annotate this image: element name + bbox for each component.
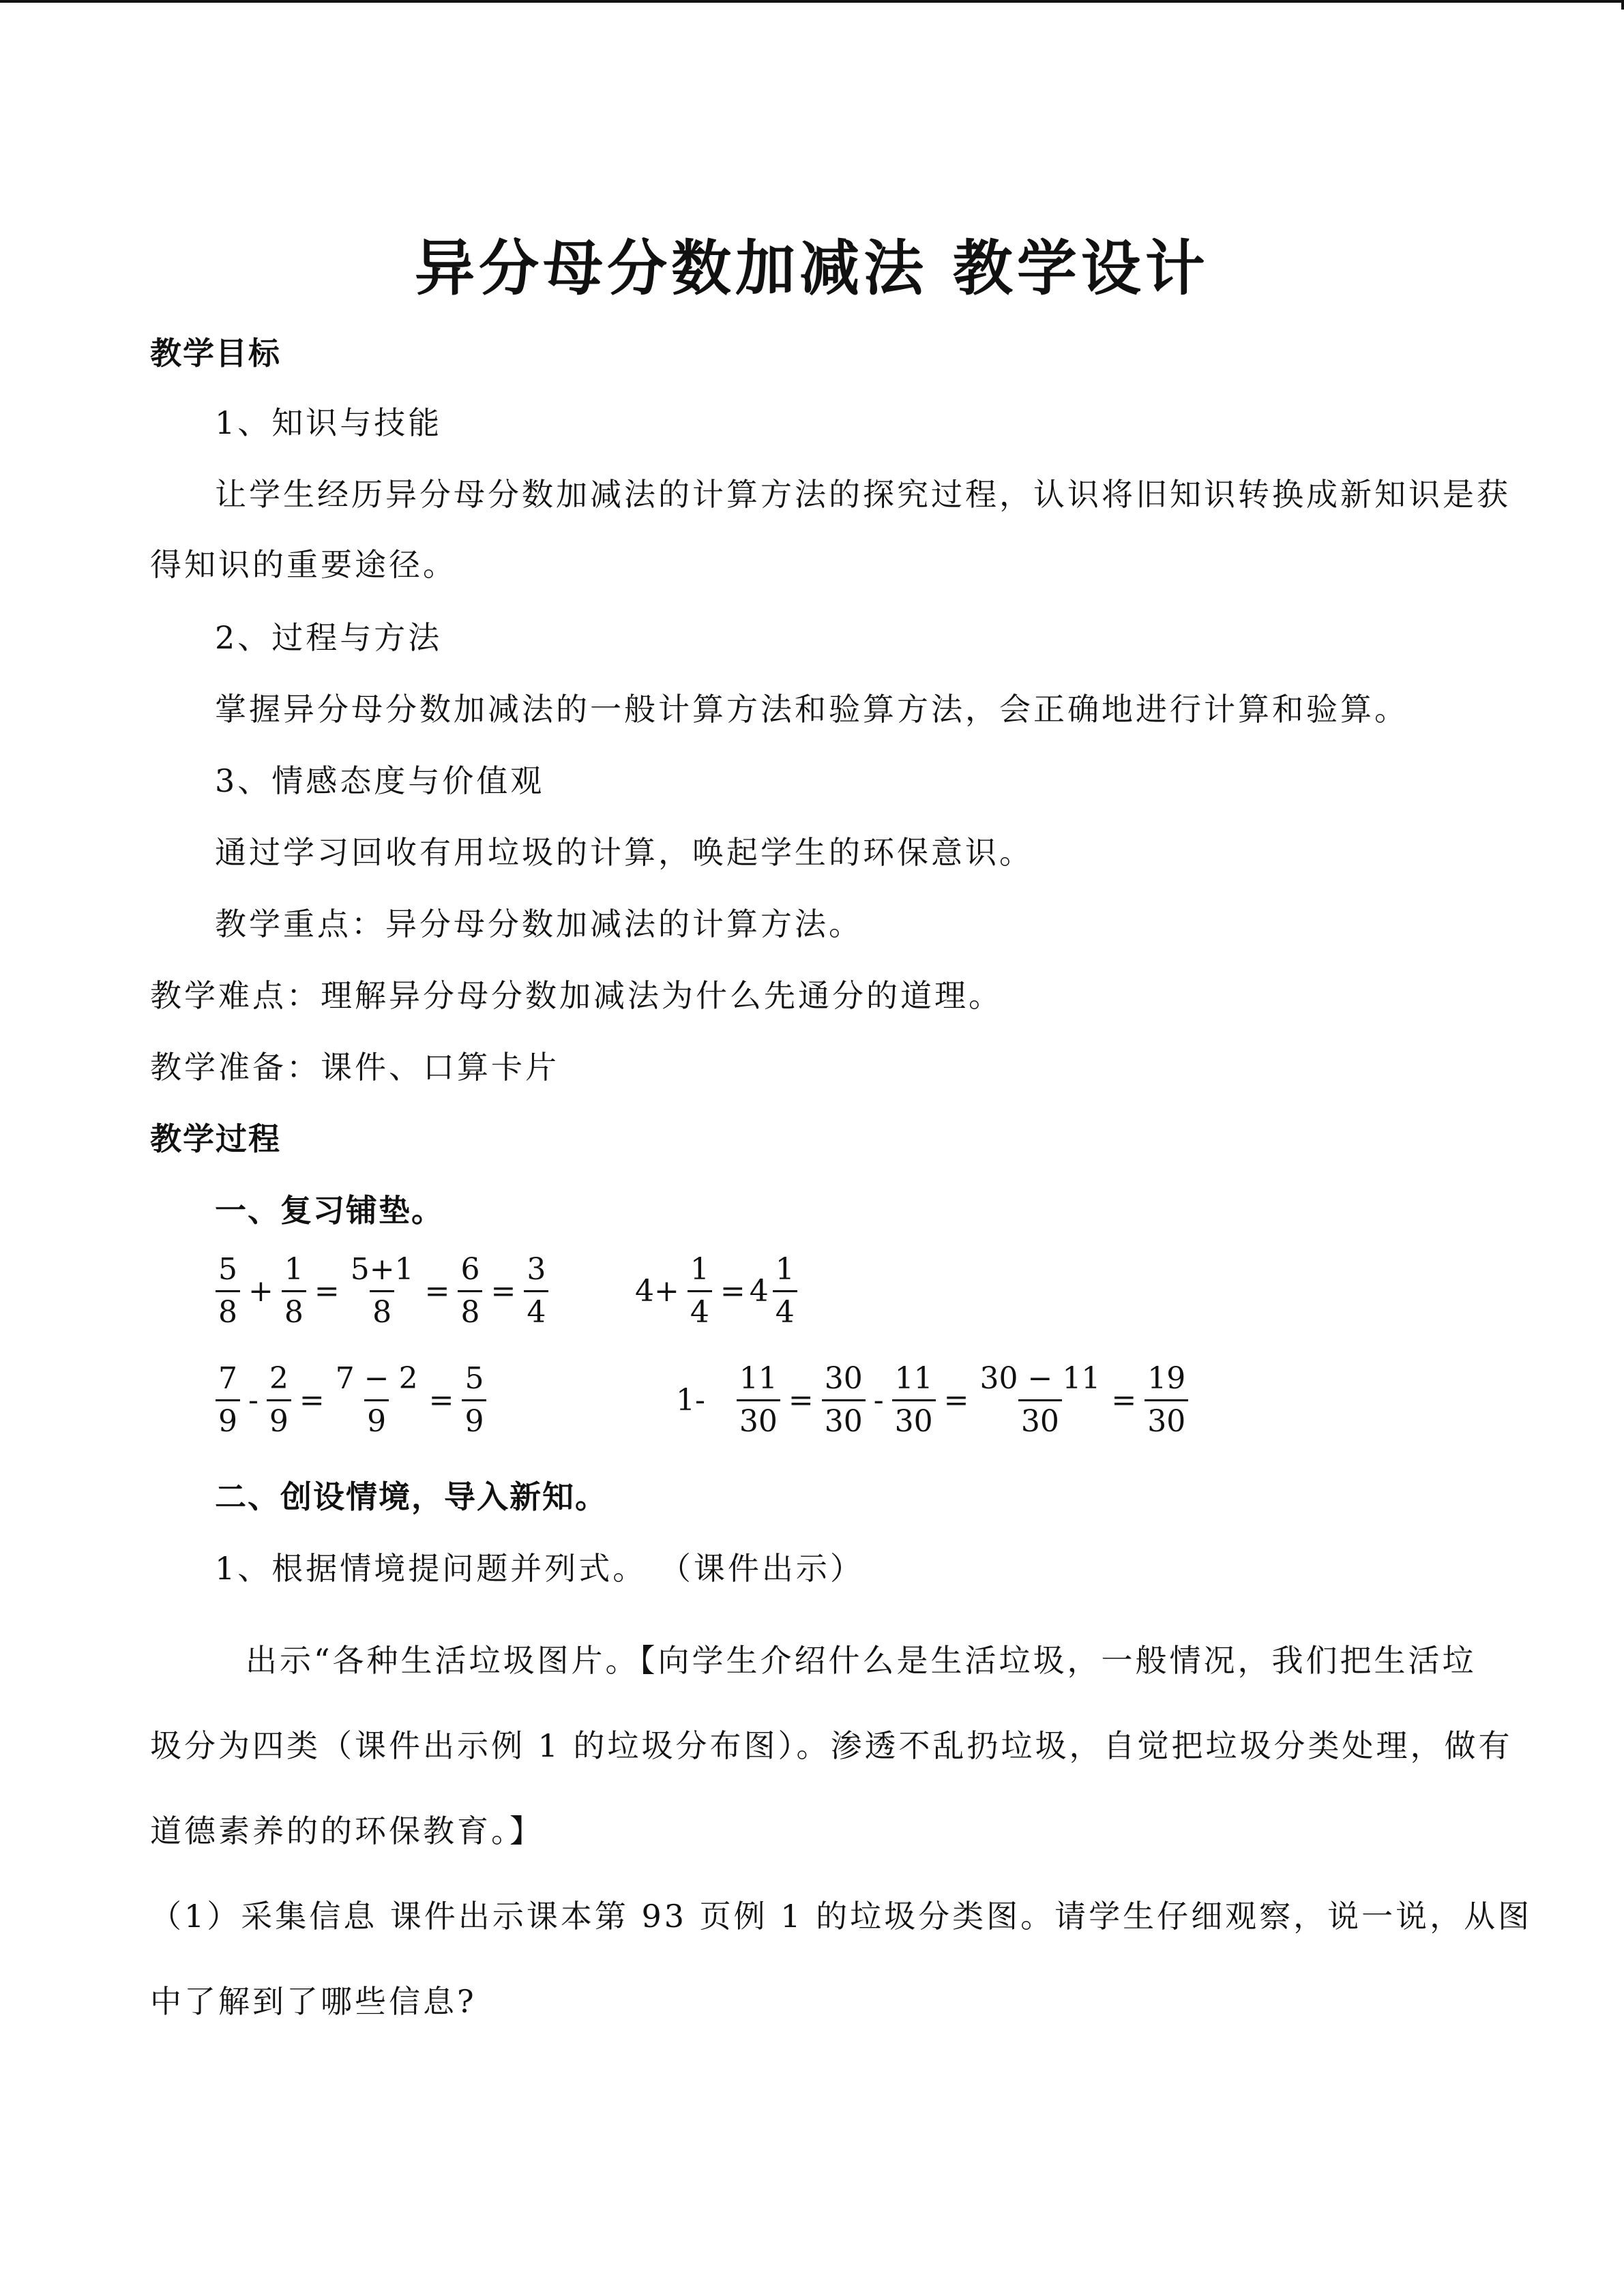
equation-3 (211, 1361, 490, 1439)
document-title: 异分母分数加减法 教学设计 (415, 233, 1209, 303)
equals-sign: = (1111, 1382, 1137, 1418)
fraction (216, 1252, 240, 1330)
emotion-text: 通过学习回收有用垃圾的计算，唤起学生的环保意识。 (215, 834, 1033, 871)
denominator: 8 (458, 1290, 482, 1328)
numerator: 7 − 2 (335, 1361, 418, 1396)
operator: - (248, 1382, 259, 1418)
numerator: 5+1 (350, 1252, 414, 1287)
denominator: 30 (1018, 1399, 1062, 1437)
numerator: 5 (464, 1361, 484, 1396)
collect-text-line2: 中了解到了哪些信息? (150, 1983, 477, 2020)
denominator: 8 (282, 1290, 306, 1328)
process-method-text: 掌握异分母分数加减法的一般计算方法和验算方法，会正确地进行计算和验算。 (215, 691, 1408, 728)
denominator: 30 (737, 1399, 780, 1437)
new-knowledge-heading: 二、创设情境，导入新知。 (215, 1478, 608, 1515)
preparation: 教学准备：课件、口算卡片 (150, 1049, 559, 1086)
numerator: 30 − 11 (979, 1361, 1101, 1396)
knowledge-text-line1: 让学生经历异分母分数加减法的计算方法的探究过程，认识将旧知识转换成新知识是获 (215, 476, 1511, 513)
denominator: 9 (216, 1399, 240, 1437)
numerator: 30 (824, 1361, 863, 1396)
equals-sign: = (490, 1273, 516, 1309)
denominator: 9 (462, 1399, 486, 1437)
numerator: 7 (218, 1361, 237, 1396)
denominator: 30 (822, 1399, 866, 1437)
numerator: 1 (284, 1252, 304, 1287)
fraction (333, 1361, 421, 1439)
review-heading: 一、复习铺垫。 (215, 1192, 444, 1229)
fraction (267, 1361, 291, 1439)
fraction (688, 1252, 712, 1330)
equals-sign: = (428, 1382, 454, 1418)
equals-sign: = (943, 1382, 969, 1418)
equals-sign: = (720, 1273, 745, 1309)
equation-1 (211, 1252, 552, 1330)
denominator: 4 (524, 1290, 548, 1328)
equation-4 (672, 1361, 1192, 1439)
fraction (822, 1361, 866, 1439)
denominator: 4 (773, 1290, 797, 1328)
denominator: 9 (267, 1399, 291, 1437)
fraction (458, 1252, 482, 1330)
numerator: 11 (894, 1361, 933, 1396)
fraction (216, 1361, 240, 1439)
denominator: 8 (216, 1290, 240, 1328)
fraction (737, 1361, 780, 1439)
step1-text: 1、根据情境提问题并列式。 （课件出示） (215, 1550, 864, 1587)
show-text-line2: 圾分为四类（课件出示例 1 的垃圾分布图）。渗透不乱扔垃圾，自觉把垃圾分类处理，做有 (150, 1727, 1513, 1764)
numerator: 1 (690, 1252, 709, 1287)
key-point: 教学重点：异分母分数加减法的计算方法。 (215, 906, 863, 942)
process-method-heading: 2、过程与方法 (215, 619, 443, 656)
whole-number: 4 (749, 1273, 769, 1309)
fraction (348, 1252, 417, 1330)
numerator: 6 (460, 1252, 480, 1287)
equation-2 (631, 1252, 801, 1330)
knowledge-heading: 1、知识与技能 (215, 404, 443, 441)
fraction (462, 1361, 486, 1439)
difficulty: 教学难点：理解异分母分数加减法为什么先通分的道理。 (150, 977, 1003, 1014)
numerator: 11 (739, 1361, 778, 1396)
process-heading: 教学过程 (150, 1120, 281, 1157)
denominator: 4 (688, 1290, 712, 1328)
fraction (524, 1252, 548, 1330)
fraction (977, 1361, 1104, 1439)
emotion-heading: 3、情感态度与价值观 (215, 762, 545, 799)
collect-text-line1: （1）采集信息 课件出示课本第 93 页例 1 的垃圾分类图。请学生仔细观察，说一说，从图 (150, 1898, 1533, 1935)
denominator: 30 (1145, 1399, 1188, 1437)
fraction (892, 1361, 936, 1439)
equals-sign: = (299, 1382, 325, 1418)
show-text-line1: 出示“各种生活垃圾图片。【向学生介绍什么是生活垃圾，一般情况，我们把生活垃 (246, 1642, 1477, 1679)
denominator: 30 (892, 1399, 936, 1437)
denominator: 9 (364, 1399, 389, 1437)
objectives-heading: 教学目标 (150, 335, 281, 372)
show-text-line3: 道德素养的的环保教育。】 (150, 1813, 544, 1849)
leading-term: 4+ (635, 1273, 679, 1309)
numerator: 3 (527, 1252, 546, 1287)
operator: - (873, 1382, 884, 1418)
equals-sign: = (788, 1382, 814, 1418)
equals-sign: = (424, 1273, 450, 1309)
equals-sign: = (314, 1273, 340, 1309)
fraction (1145, 1361, 1188, 1439)
denominator: 8 (370, 1290, 394, 1328)
numerator: 19 (1147, 1361, 1186, 1396)
numerator: 5 (218, 1252, 237, 1287)
numerator: 1 (775, 1252, 795, 1287)
operator: + (248, 1273, 274, 1309)
leading-term: 1- (676, 1382, 705, 1418)
knowledge-text-line2: 得知识的重要途径。 (150, 546, 457, 583)
fraction (282, 1252, 306, 1330)
fraction (773, 1252, 797, 1330)
numerator: 2 (269, 1361, 289, 1396)
